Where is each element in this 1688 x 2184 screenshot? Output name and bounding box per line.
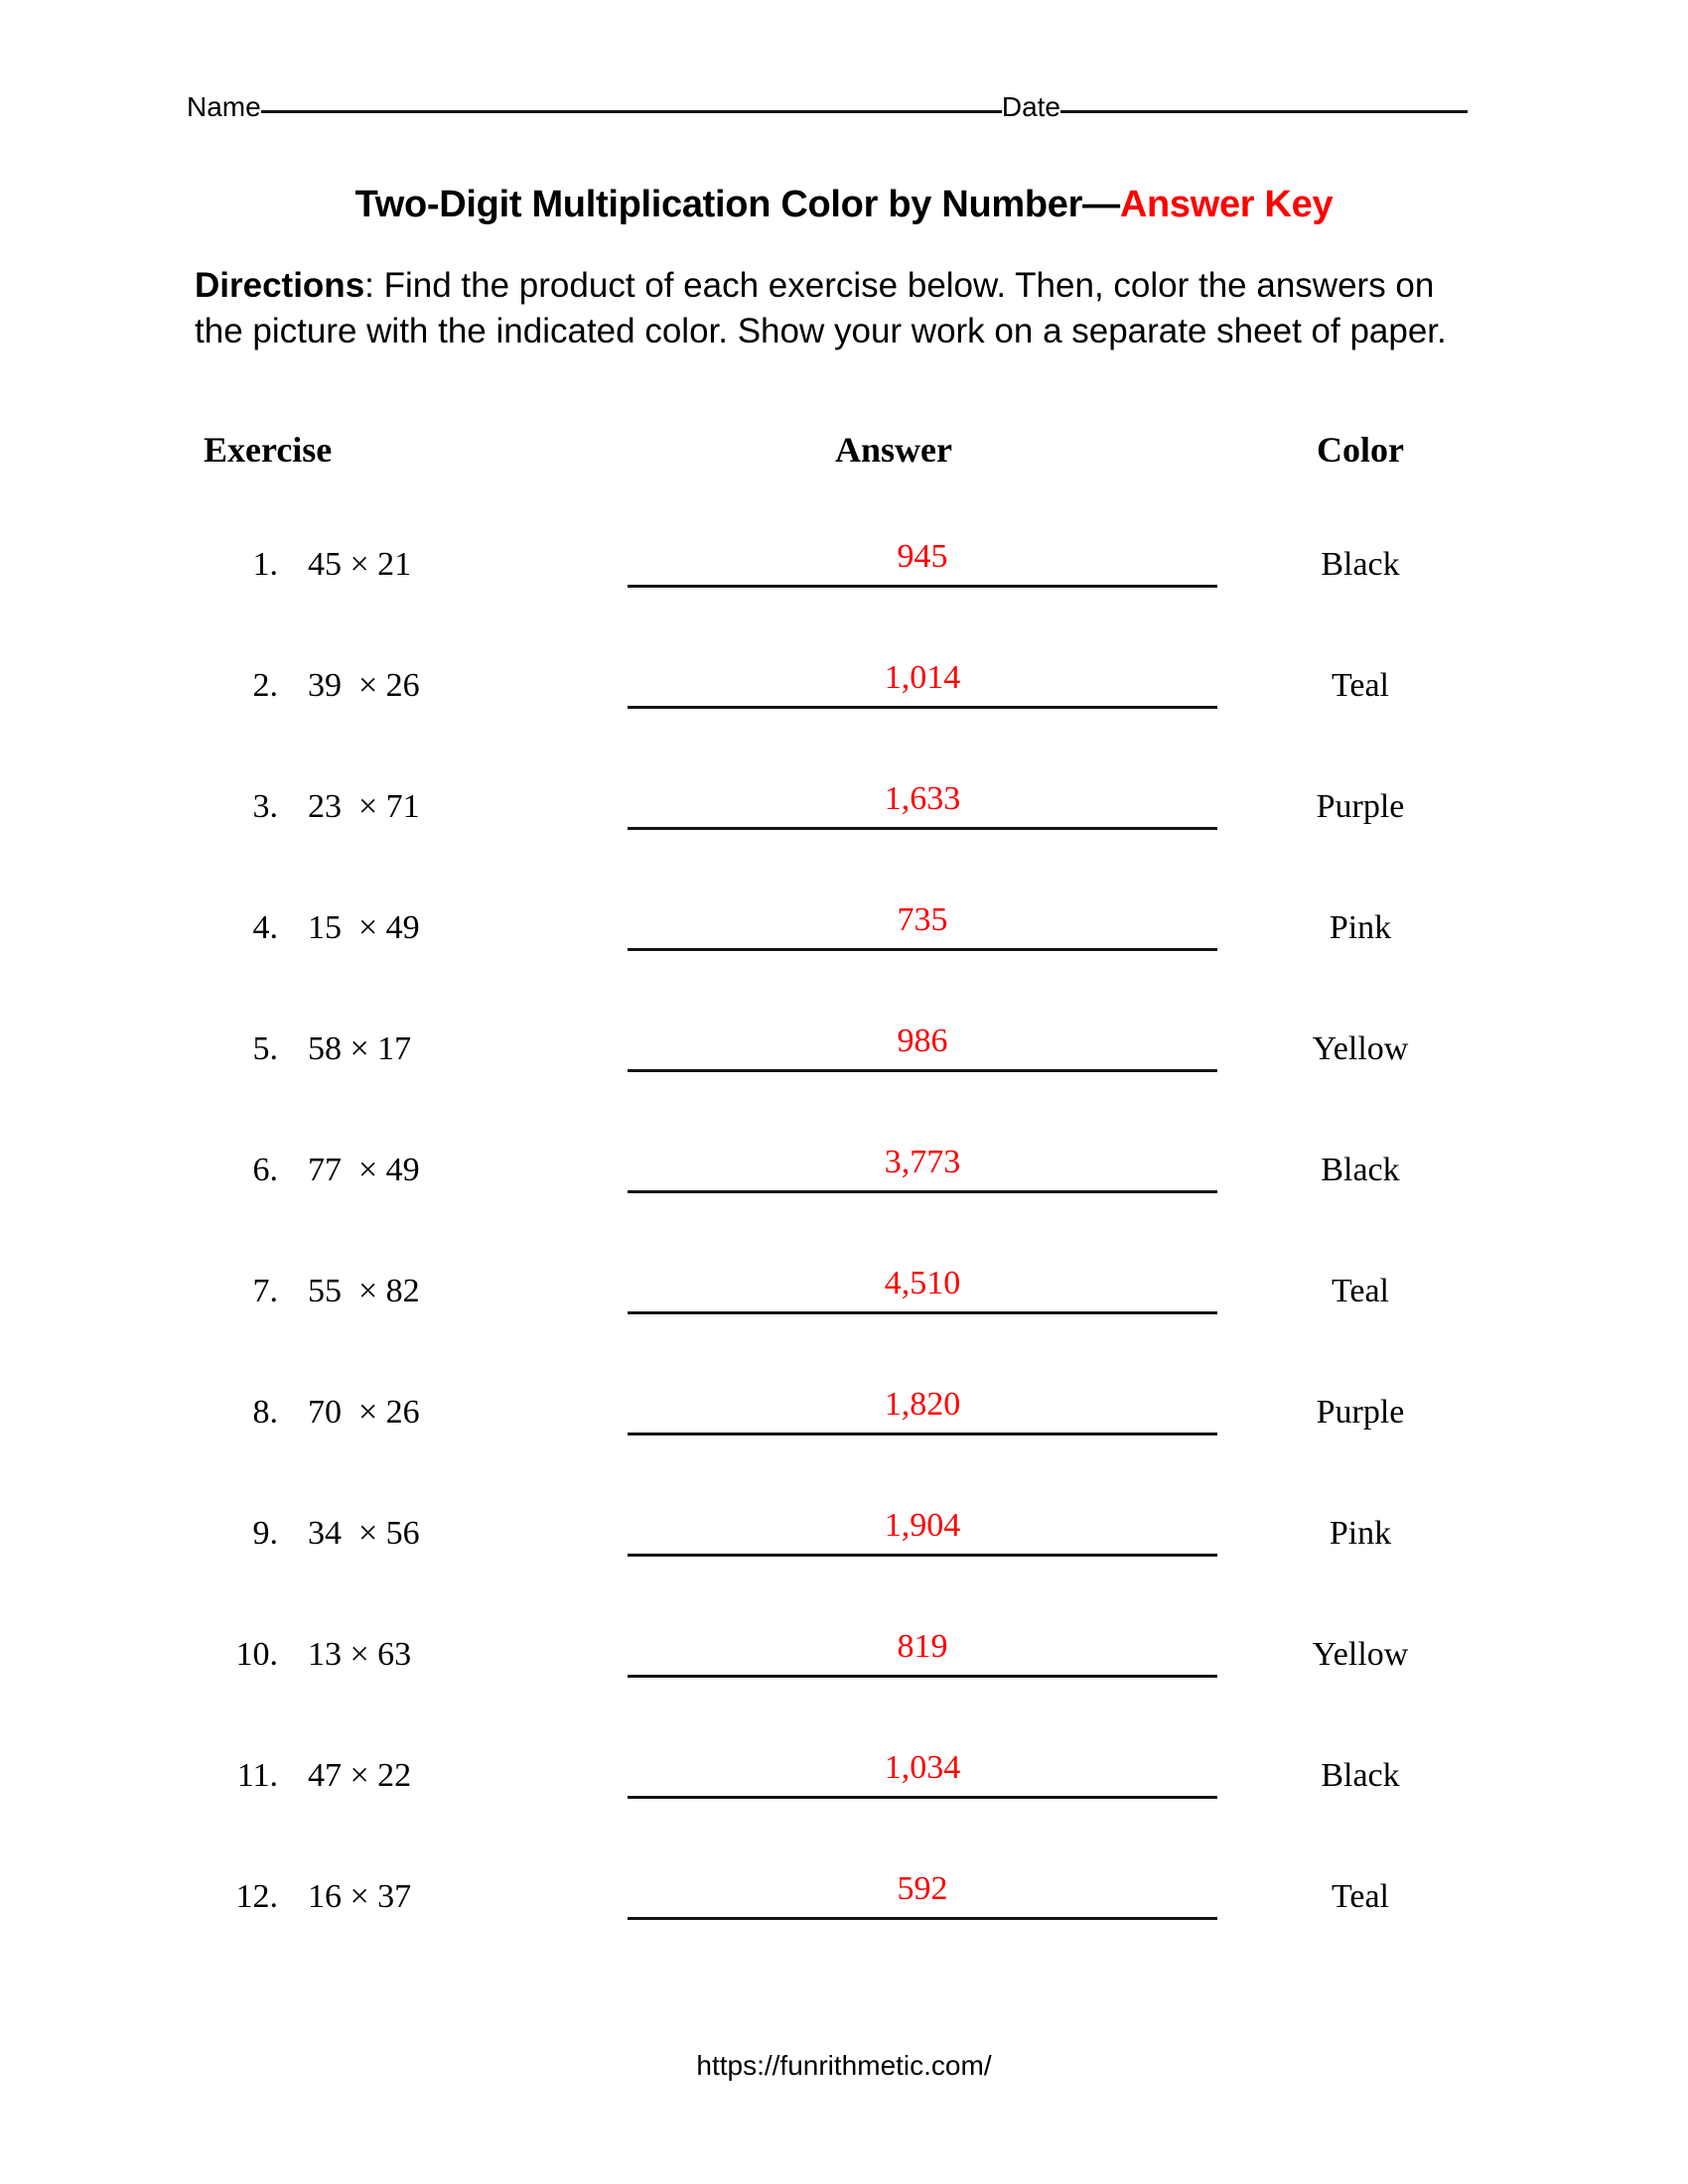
exercise-row [0, 778, 1688, 899]
exercise-number: 5. [252, 1030, 278, 1067]
page-title-accent: Answer Key [1119, 184, 1334, 225]
exercise-number: 3. [252, 788, 278, 825]
answer-value: 1,904 [884, 1507, 961, 1544]
answer-blank[interactable] [628, 536, 1217, 588]
exercise-problem: 70 × 26 [308, 1394, 420, 1431]
exercise-number: 12. [235, 1878, 278, 1915]
name-write-in-rule[interactable] [261, 110, 1002, 113]
answer-blank[interactable] [628, 1263, 1217, 1314]
footer-url[interactable]: https://funrithmetic.com/ [696, 2050, 992, 2081]
answer-color-name: Yellow [1312, 1030, 1409, 1067]
answer-rule [628, 1069, 1217, 1072]
date-write-in-rule[interactable] [1060, 110, 1468, 113]
exercise-problem: 34 × 56 [308, 1515, 420, 1552]
answer-color-name: Teal [1331, 1273, 1390, 1309]
answer-rule [628, 706, 1217, 709]
exercise-number: 9. [252, 1515, 278, 1552]
answer-value: 1,633 [884, 780, 961, 817]
answer-blank[interactable] [628, 1142, 1217, 1193]
exercise-problem: 55 × 82 [308, 1273, 420, 1309]
exercise-row [0, 1747, 1688, 1868]
answer-color-name: Black [1321, 1152, 1400, 1188]
answer-rule [628, 1675, 1217, 1678]
answer-color-name: Pink [1329, 909, 1392, 946]
directions-text: Find the product of each exercise below. Then, color the answers on the picture with the indicated color. Show your work on a separate sheet of paper. [195, 266, 1447, 351]
exercise-row [0, 1263, 1688, 1384]
exercise-row [0, 536, 1688, 657]
answer-value: 1,820 [884, 1386, 961, 1423]
answer-color-name: Yellow [1312, 1636, 1409, 1673]
exercise-row [0, 657, 1688, 778]
exercise-problem: 15 × 49 [308, 909, 420, 946]
exercise-number: 7. [252, 1273, 278, 1309]
exercise-problem: 39 × 26 [308, 667, 420, 704]
directions-separator: : [364, 266, 384, 305]
answer-rule [628, 1190, 1217, 1193]
answer-value: 1,034 [884, 1749, 961, 1786]
answer-color-name: Black [1321, 546, 1400, 583]
answer-value: 592 [897, 1870, 948, 1907]
exercise-row [0, 1384, 1688, 1505]
answer-rule [628, 585, 1217, 588]
answer-rule [628, 1311, 1217, 1314]
exercise-number: 1. [252, 546, 278, 583]
answer-value: 986 [897, 1023, 948, 1059]
answer-blank[interactable] [628, 899, 1217, 951]
page-title-main: Two-Digit Multiplication Color by Number— [354, 184, 1120, 225]
answer-rule [628, 1917, 1217, 1920]
exercise-row [0, 1626, 1688, 1747]
answer-blank[interactable] [628, 1505, 1217, 1557]
exercise-row [0, 899, 1688, 1021]
exercise-number: 4. [252, 909, 278, 946]
exercise-problem: 13 × 63 [308, 1636, 412, 1673]
answer-blank[interactable] [628, 1021, 1217, 1072]
exercise-problem: 77 × 49 [308, 1152, 420, 1188]
date-label: Date [1001, 91, 1061, 122]
answer-rule [628, 948, 1217, 951]
directions-label: Directions [195, 266, 365, 305]
exercise-problem: 58 × 17 [308, 1030, 412, 1067]
column-header-exercise: Exercise [204, 430, 333, 470]
answer-color-name: Purple [1316, 788, 1405, 825]
column-headers [0, 429, 1688, 478]
answer-value: 1,014 [884, 659, 961, 696]
column-header-color: Color [1317, 430, 1404, 470]
exercise-number: 2. [252, 667, 278, 704]
exercise-problem: 16 × 37 [308, 1878, 412, 1915]
answer-color-name: Teal [1331, 1878, 1390, 1915]
answer-blank[interactable] [628, 1384, 1217, 1435]
exercise-row [0, 1505, 1688, 1626]
name-date-header [187, 91, 1468, 123]
exercise-number: 10. [235, 1636, 278, 1673]
answer-color-name: Pink [1329, 1515, 1392, 1552]
answer-blank[interactable] [628, 1868, 1217, 1920]
directions-paragraph [195, 263, 1476, 354]
answer-color-name: Teal [1331, 667, 1390, 704]
answer-value: 945 [897, 538, 948, 575]
answer-blank[interactable] [628, 1626, 1217, 1678]
exercise-problem: 23 × 71 [308, 788, 420, 825]
exercise-list [0, 536, 1688, 1989]
answer-value: 4,510 [884, 1265, 961, 1301]
exercise-number: 11. [236, 1757, 278, 1794]
column-header-answer: Answer [835, 430, 952, 470]
answer-rule [628, 1554, 1217, 1557]
exercise-row [0, 1868, 1688, 1989]
answer-rule [628, 1433, 1217, 1435]
answer-blank[interactable] [628, 1747, 1217, 1799]
answer-color-name: Purple [1316, 1394, 1405, 1431]
exercise-row [0, 1142, 1688, 1263]
exercise-number: 8. [252, 1394, 278, 1431]
answer-blank[interactable] [628, 778, 1217, 830]
exercise-row [0, 1021, 1688, 1142]
page-title [0, 184, 1688, 226]
exercise-problem: 45 × 21 [308, 546, 412, 583]
answer-value: 735 [897, 901, 948, 938]
exercise-problem: 47 × 22 [308, 1757, 412, 1794]
answer-value: 3,773 [884, 1144, 961, 1180]
answer-value: 819 [897, 1628, 948, 1665]
name-label: Name [187, 91, 261, 122]
answer-blank[interactable] [628, 657, 1217, 709]
answer-rule [628, 827, 1217, 830]
answer-color-name: Black [1321, 1757, 1400, 1794]
answer-rule [628, 1796, 1217, 1799]
exercise-number: 6. [252, 1152, 278, 1188]
